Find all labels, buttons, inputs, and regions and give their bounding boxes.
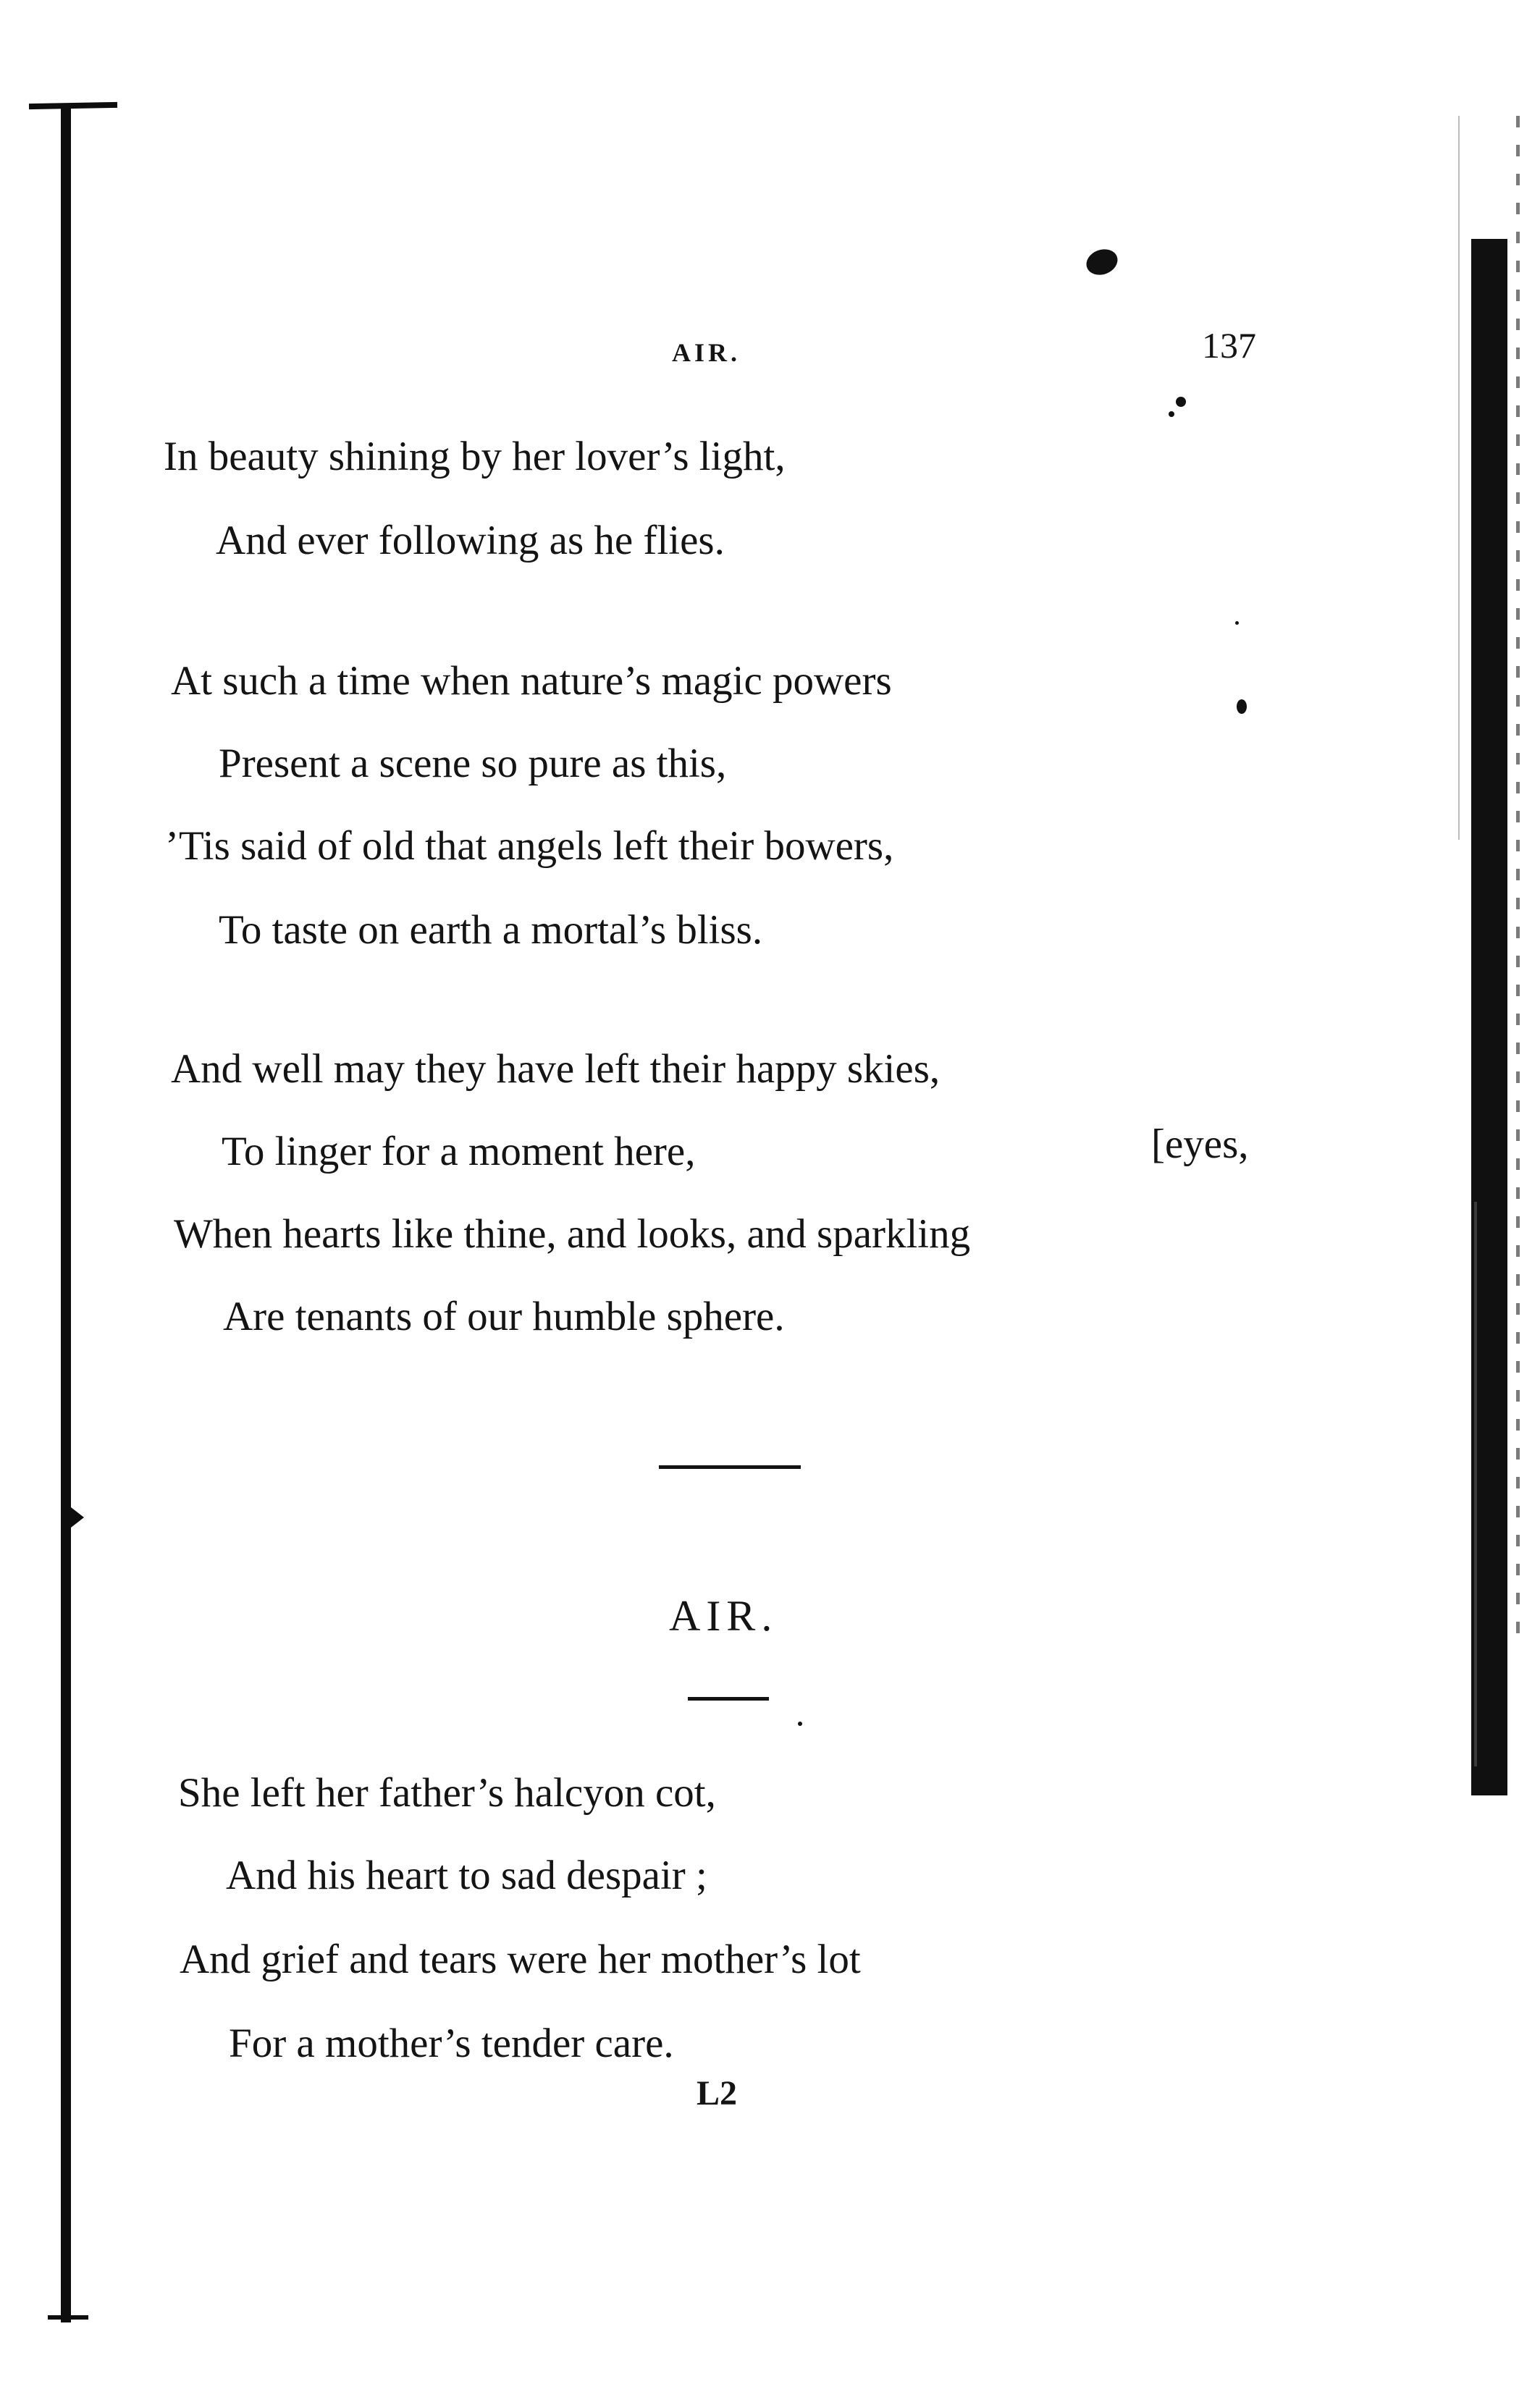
ink-speck	[1176, 397, 1186, 407]
poem-line: When hearts like thine, and looks, and sparkling	[174, 1211, 971, 1257]
page-edge-line	[1458, 116, 1460, 840]
binding-edge	[61, 107, 71, 2322]
poem-line: And his heart to sad despair ;	[226, 1853, 707, 1898]
poem-line: To linger for a moment here,	[222, 1129, 696, 1174]
title-rule	[688, 1697, 769, 1701]
poem-line: To taste on earth a mortal’s bliss.	[219, 907, 763, 953]
ink-blot	[1083, 245, 1122, 279]
signature-mark: L2	[697, 2074, 738, 2113]
section-divider	[659, 1465, 801, 1469]
poem-line: And well may they have left their happy skies,	[171, 1046, 941, 1092]
page-number: 137	[1202, 325, 1256, 366]
ink-speck	[1235, 621, 1239, 625]
poem-line: At such a time when nature’s magic powers	[171, 658, 892, 704]
poem-line: She left her father’s halcyon cot,	[178, 1770, 716, 1816]
poem-title: AIR.	[669, 1592, 778, 1640]
binding-edge-foot	[48, 2315, 88, 2320]
poem-line: Present a scene so pure as this,	[219, 741, 727, 786]
poem-line: In beauty shining by her lover’s light,	[164, 434, 786, 479]
ink-speck	[1237, 699, 1247, 714]
poem-line: For a mother’s tender care.	[229, 2021, 674, 2066]
binding-mark	[71, 1507, 84, 1528]
adjacent-page-strip	[1516, 116, 1520, 1636]
ink-speck	[1169, 411, 1174, 417]
ink-speck	[798, 1722, 802, 1726]
poem-line: ’Tis said of old that angels left their bowers,	[165, 823, 894, 869]
poem-line: And grief and tears were her mother’s lot	[180, 1937, 861, 1982]
poem-line: Are tenants of our humble sphere.	[223, 1294, 785, 1339]
carried-over-word: [eyes,	[1151, 1121, 1249, 1167]
running-head: AIR.	[672, 338, 741, 367]
poem-line: And ever following as he flies.	[216, 518, 725, 563]
adjacent-page-edge	[1471, 239, 1507, 1795]
binding-edge-top	[29, 102, 117, 109]
